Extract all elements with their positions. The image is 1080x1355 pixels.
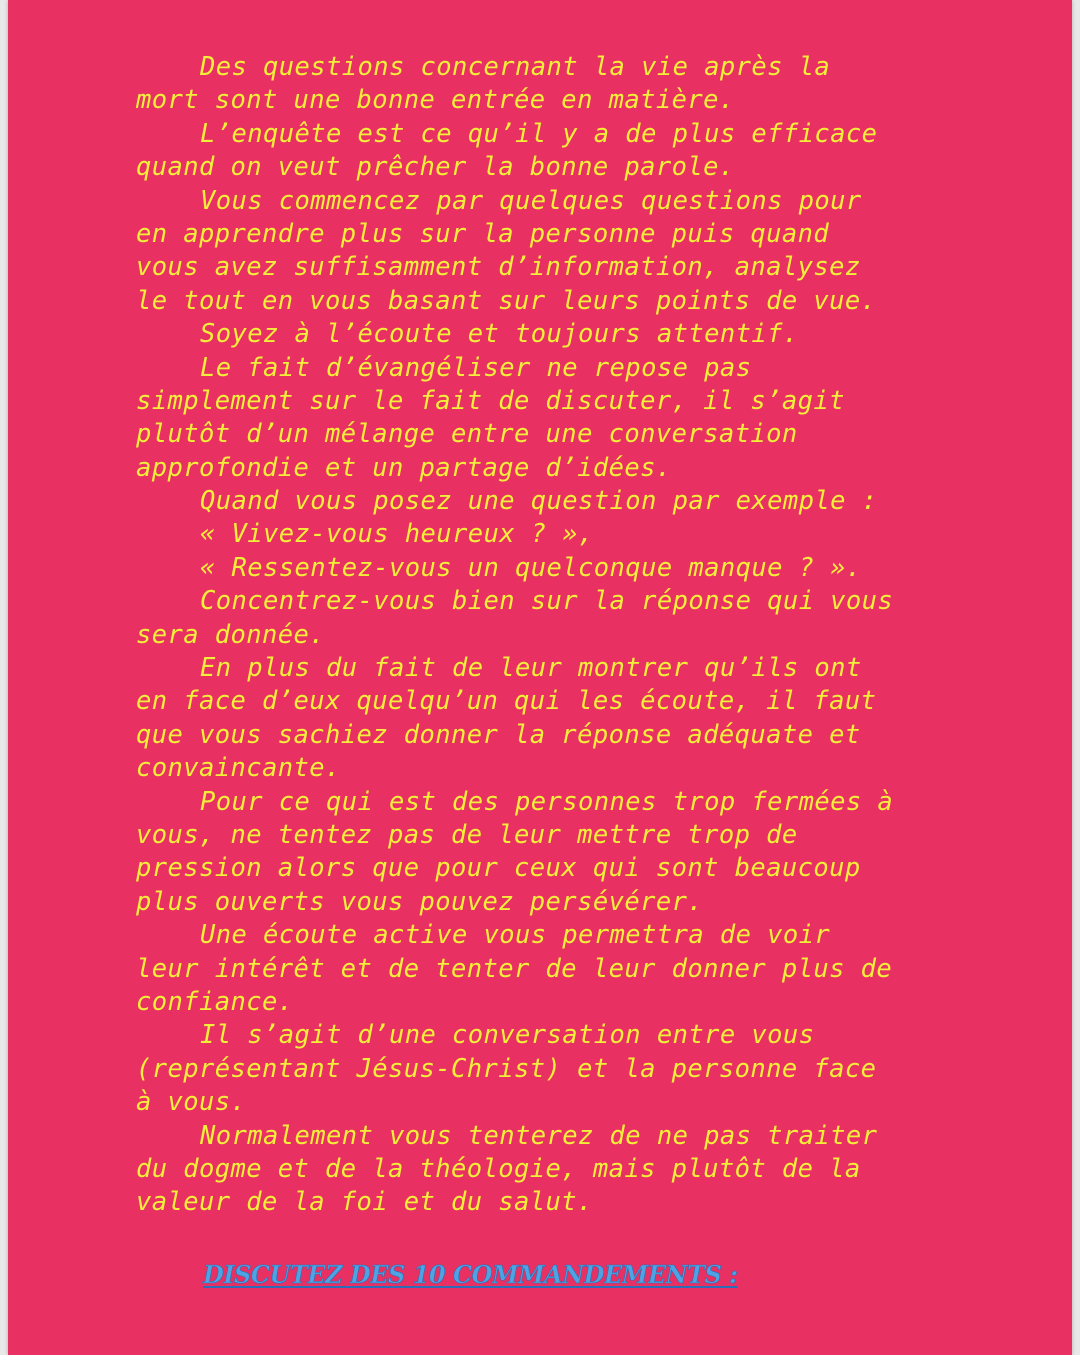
text-line: plutôt d’un mélange entre une conversation — [136, 419, 798, 450]
text-line: Vous commencez par quelques questions pour — [200, 185, 862, 216]
text-line: Concentrez-vous bien sur la réponse qui vous — [200, 586, 894, 617]
text-line: Pour ce qui est des personnes trop fermées à — [200, 786, 894, 817]
text-line: sera donnée. — [136, 619, 326, 650]
text-line: leur intérêt et de tenter de leur donner plus de — [136, 953, 893, 984]
text-line: pression alors que pour ceux qui sont beaucoup — [136, 853, 861, 884]
text-line: confiance. — [136, 986, 294, 1017]
text-line: le tout en vous basant sur leurs points de vue. — [136, 285, 877, 316]
body-text — [136, 51, 956, 1220]
text-line: (représentant Jésus-Christ) et la personne face — [136, 1053, 877, 1084]
text-line: « Ressentez-vous un quelconque manque ? ». — [200, 552, 862, 583]
text-line: Normalement vous tenterez de ne pas traiter — [200, 1120, 878, 1151]
text-line: plus ouverts vous pouvez persévérer. — [136, 886, 704, 917]
text-line: Il s’agit d’une conversation entre vous — [200, 1020, 815, 1051]
text-line: que vous sachiez donner la réponse adéquate et — [136, 719, 861, 750]
text-line: en face d’eux quelqu’un qui les écoute, il faut — [136, 686, 877, 717]
text-line: « Vivez-vous heureux ? », — [200, 519, 594, 550]
text-line: convaincante. — [136, 753, 341, 784]
text-line: vous, ne tentez pas de leur mettre trop de — [136, 819, 798, 850]
text-line: à vous. — [136, 1087, 247, 1118]
text-line: En plus du fait de leur montrer qu’ils ont — [200, 653, 862, 684]
text-line: Soyez à l’écoute et toujours attentif. — [200, 319, 799, 350]
text-line: valeur de la foi et du salut. — [136, 1187, 593, 1218]
text-line: L’enquête est ce qu’il y a de plus efficace — [200, 118, 878, 149]
text-line: mort sont une bonne entrée en matière. — [136, 85, 735, 116]
section-heading: DISCUTEZ DES 10 COMMANDEMENTS : — [203, 1260, 738, 1289]
text-line: Des questions concernant la vie après la — [200, 52, 831, 82]
document-page — [8, 0, 1072, 1355]
text-line: en apprendre plus sur la personne puis quand — [136, 218, 830, 249]
text-line: vous avez suffisamment d’information, analysez — [136, 252, 861, 283]
text-line: Quand vous posez une question par exemple : — [200, 486, 878, 517]
text-line: simplement sur le fait de discuter, il s’agit — [136, 385, 845, 416]
text-line: quand on veut prêcher la bonne parole. — [136, 152, 735, 183]
text-line: Une écoute active vous permettra de voir — [200, 920, 831, 951]
text-line: approfondie et un partage d’idées. — [136, 452, 672, 483]
text-line: Le fait d’évangéliser ne repose pas — [200, 352, 752, 383]
text-line: du dogme et de la théologie, mais plutôt de la — [136, 1153, 861, 1184]
